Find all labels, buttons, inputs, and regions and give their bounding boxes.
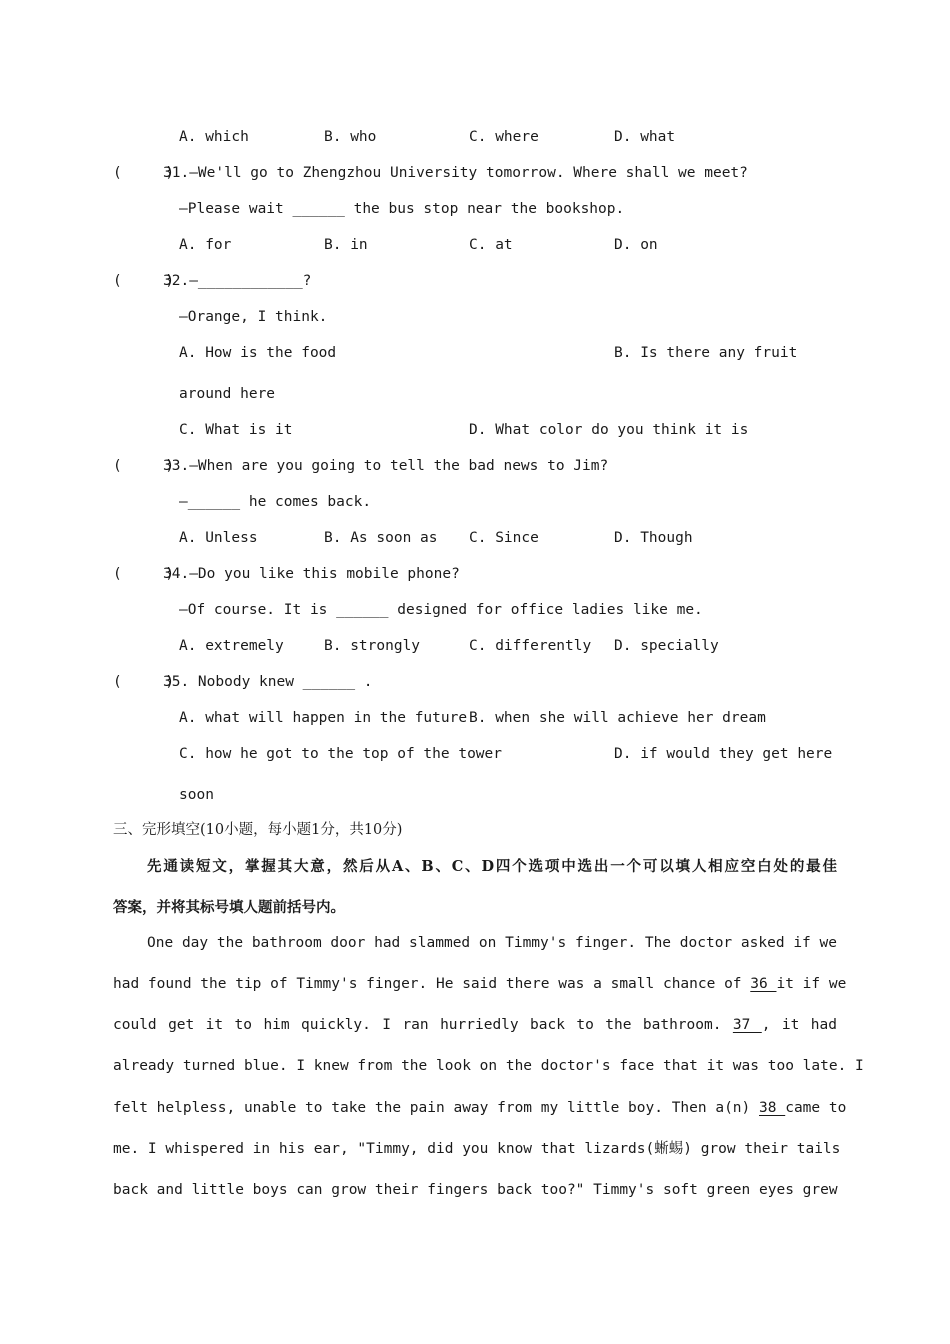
question-reply: —Orange, I think. bbox=[179, 309, 328, 325]
passage-text: it if we bbox=[776, 976, 847, 992]
q32-option-c: C. What is it bbox=[179, 422, 293, 438]
q32-option-b-continued: around here bbox=[179, 386, 276, 402]
question-reply: —Please wait ______ the bus stop near the bookshop. bbox=[179, 201, 625, 217]
q34-option-a: A. extremely bbox=[179, 638, 284, 654]
question-reply: —Of course. It is ______ designed for office ladies like me. bbox=[179, 602, 703, 618]
q30-option-b: B. who bbox=[324, 129, 377, 145]
question-stem: 34.—Do you like this mobile phone? bbox=[163, 566, 460, 582]
passage-line-5 bbox=[113, 1098, 847, 1118]
q32-option-b: B. Is there any fruit bbox=[614, 345, 798, 361]
section-heading: 三、完形填空(10小题，每小题1分，共10分) bbox=[113, 822, 403, 838]
question-stem: 35. Nobody knew ______ . bbox=[163, 674, 373, 690]
answer-bracket[interactable]: ( ) bbox=[113, 566, 175, 582]
answer-bracket[interactable]: ( ) bbox=[113, 674, 175, 690]
instruction-line-1: 先通读短文，掌握其大意，然后从A、B、C、D四个选项中选出一个可以填人相应空白处的最佳 bbox=[147, 858, 837, 875]
answer-bracket[interactable]: ( ) bbox=[113, 165, 175, 181]
q30-option-c: C. where bbox=[469, 129, 539, 145]
q30-option-d: D. what bbox=[614, 129, 676, 145]
question-reply: —______ he comes back. bbox=[179, 494, 372, 510]
question-stem: 31.—We'll go to Zhengzhou University tomorrow. Where shall we meet? bbox=[163, 165, 748, 181]
q31-option-d: D. on bbox=[614, 237, 658, 253]
passage-line-1: One day the bathroom door had slammed on Timmy's finger. The doctor asked if we bbox=[147, 935, 837, 951]
passage-line-3 bbox=[113, 1015, 837, 1035]
passage-text: could get it to him quickly. I ran hurriedly back to the bathroom. bbox=[113, 1017, 722, 1033]
answer-bracket[interactable]: ( ) bbox=[113, 458, 175, 474]
passage-line-2 bbox=[113, 974, 847, 994]
blank-37[interactable]: 37 bbox=[732, 1017, 762, 1033]
q31-option-b: B. in bbox=[324, 237, 368, 253]
q35-option-d: D. if would they get here bbox=[614, 746, 833, 762]
question-stem: 33.—When are you going to tell the bad news to Jim? bbox=[163, 458, 609, 474]
passage-line-6: me. I whispered in his ear, "Timmy, did you know that lizards(蜥蜴) grow their tails bbox=[113, 1141, 841, 1157]
q33-option-c: C. Since bbox=[469, 530, 539, 546]
q35-option-c: C. how he got to the top of the tower bbox=[179, 746, 503, 762]
q30-option-a: A. which bbox=[179, 129, 249, 145]
q33-option-d: D. Though bbox=[614, 530, 693, 546]
instruction-line-2: 答案，并将其标号填人题前括号内。 bbox=[113, 899, 345, 916]
q34-option-d: D. specially bbox=[614, 638, 719, 654]
passage-text: had found the tip of Timmy's finger. He said there was a small chance of bbox=[113, 976, 742, 992]
passage-text: came to bbox=[785, 1100, 847, 1116]
passage-line-7: back and little boys can grow their fingers back too?" Timmy's soft green eyes grew bbox=[113, 1182, 838, 1198]
q32-option-d: D. What color do you think it is bbox=[469, 422, 749, 438]
q31-option-c: C. at bbox=[469, 237, 513, 253]
q34-option-c: C. differently bbox=[469, 638, 592, 654]
q33-option-b: B. As soon as bbox=[324, 530, 438, 546]
q35-option-a: A. what will happen in the future bbox=[179, 710, 468, 726]
passage-text: , it had bbox=[761, 1017, 837, 1033]
q35-option-b: B. when she will achieve her dream bbox=[469, 710, 766, 726]
blank-36[interactable]: 36 bbox=[750, 976, 777, 992]
passage-text: felt helpless, unable to take the pain away from my little boy. Then a(n) bbox=[113, 1100, 751, 1116]
passage-line-4: already turned blue. I knew from the look on the doctor's face that it was too late. I bbox=[113, 1058, 864, 1074]
answer-bracket[interactable]: ( ) bbox=[113, 273, 175, 289]
q31-option-a: A. for bbox=[179, 237, 232, 253]
q35-option-d-continued: soon bbox=[179, 787, 214, 803]
question-stem: 32.—____________? bbox=[163, 273, 312, 289]
q34-option-b: B. strongly bbox=[324, 638, 421, 654]
q33-option-a: A. Unless bbox=[179, 530, 258, 546]
blank-38[interactable]: 38 bbox=[759, 1100, 786, 1116]
q32-option-a: A. How is the food bbox=[179, 345, 337, 361]
